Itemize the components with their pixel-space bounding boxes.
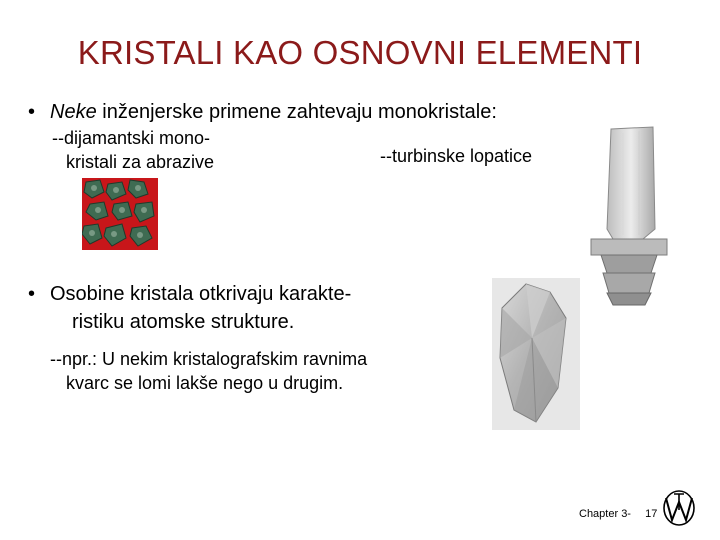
bullet-marker: • (28, 283, 36, 305)
quartz-crystal-image (492, 278, 580, 430)
sub-bullet-quartz-line1: --npr.: U nekim kristalografskim ravnima (50, 349, 368, 369)
sub-bullet-turbine: --turbinske lopatice (380, 146, 533, 166)
diamond-crystals-image (82, 178, 158, 250)
bullet-2-text-line2: ristiku atomske strukture. (72, 311, 295, 333)
sub-bullet-quartz-line2: kvarc se lomi lakše nego u drugim. (66, 373, 344, 393)
footer-chapter-label: Chapter 3- (579, 508, 631, 520)
bullet-2-line1 (28, 282, 351, 306)
footer-page-number: 17 (645, 508, 658, 520)
bullet-marker: • (28, 101, 36, 123)
bullet-2-text-line1: Osobine kristala otkrivaju karakte- (50, 283, 352, 305)
sub-bullet-diamonds-line1: --dijamantski mono- (52, 128, 211, 148)
bullet-1-emphasis: Neke (50, 101, 97, 123)
bullet-1-text: inženjerske primene zahtevaju monokristale: (96, 101, 497, 123)
turbine-blade-image (583, 125, 679, 310)
footer-chapter (579, 508, 657, 520)
bullet-1 (28, 100, 497, 124)
publisher-logo-icon (661, 488, 697, 528)
sub-bullet-diamonds-line2: kristali za abrazive (66, 152, 215, 172)
slide-title: KRISTALI KAO OSNOVNI ELEMENTI (77, 34, 643, 71)
